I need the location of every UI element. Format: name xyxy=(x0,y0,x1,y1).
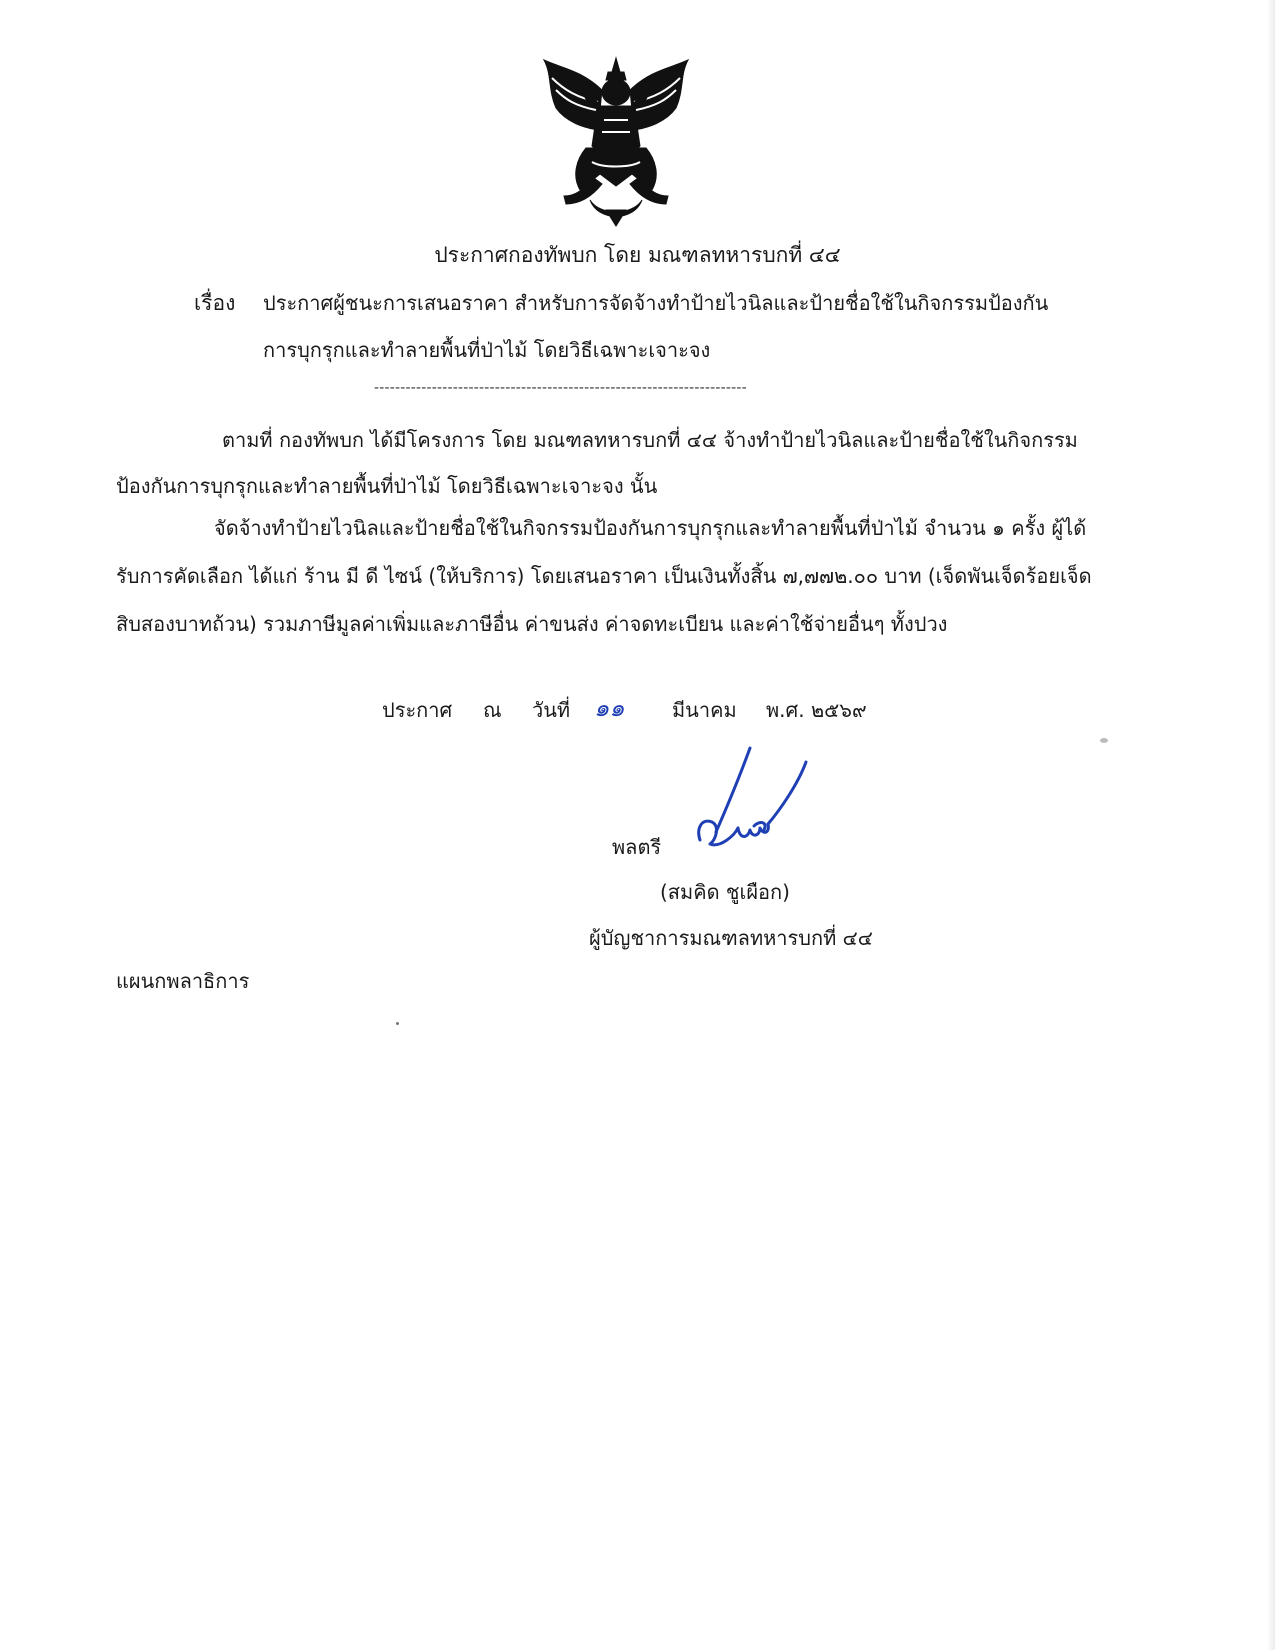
subject-line-2: การบุกรุกและทำลายพื้นที่ป่าไม้ โดยวิธีเฉพาะเจาะจง xyxy=(263,338,711,362)
signer-name: (สมคิด ชูเผือก) xyxy=(660,880,790,904)
date-year: พ.ศ. ๒๕๖๙ xyxy=(766,698,867,722)
date-day-label: วันที่ xyxy=(532,698,571,722)
document-title: ประกาศกองทัพบก โดย มณฑลทหารบกที่ ๔๔ xyxy=(434,243,841,267)
scan-speck xyxy=(396,1022,399,1025)
date-day-handwritten: ๑๑ xyxy=(594,694,625,722)
date-month: มีนาคม xyxy=(672,698,737,722)
subject-label: เรื่อง xyxy=(194,291,236,315)
date-at: ณ xyxy=(483,698,502,722)
signer-position: ผู้บัญชาการมณฑลทหารบกที่ ๔๔ xyxy=(589,926,873,950)
divider-line: ----------------------------------------------------------------------- xyxy=(374,380,747,396)
signature-icon xyxy=(690,740,810,860)
date-label: ประกาศ xyxy=(382,698,453,722)
scan-speck xyxy=(1100,738,1108,743)
subject-line-1: ประกาศผู้ชนะการเสนอราคา สำหรับการจัดจ้างทำป้ายไวนิลและป้ายชื่อใช้ในกิจกรรมป้องกัน xyxy=(263,291,1049,315)
paragraph-1-line-2: ป้องกันการบุกรุกและทำลายพื้นที่ป่าไม้ โดยวิธีเฉพาะเจาะจง นั้น xyxy=(116,474,658,498)
signer-rank: พลตรี xyxy=(612,835,662,859)
paragraph-2-line-2: รับการคัดเลือก ได้แก่ ร้าน มี ดี ไซน์ (ให้บริการ) โดยเสนอราคา เป็นเงินทั้งสิ้น ๗,๗๗๒.๐๐ บาท (เจ็ดพันเจ็ดร้อยเจ็ด xyxy=(116,564,1092,588)
paragraph-2-line-1: จัดจ้างทำป้ายไวนิลและป้ายชื่อใช้ในกิจกรรมป้องกันการบุกรุกและทำลายพื้นที่ป่าไม้ จำนวน ๑ ครั้ง ผู้ได้ xyxy=(214,516,1087,540)
department-label: แผนกพลาธิการ xyxy=(116,969,250,993)
paragraph-2-line-3: สิบสองบาทถ้วน) รวมภาษีมูลค่าเพิ่มและภาษีอื่น ค่าขนส่ง ค่าจดทะเบียน และค่าใช้จ่ายอื่นๆ ทั้งปวง xyxy=(116,612,948,636)
garuda-emblem-icon xyxy=(536,50,696,230)
paragraph-1-line-1: ตามที่ กองทัพบก ได้มีโครงการ โดย มณฑลทหารบกที่ ๔๔ จ้างทำป้ายไวนิลและป้ายชื่อใช้ในกิจกรรม xyxy=(222,428,1078,452)
